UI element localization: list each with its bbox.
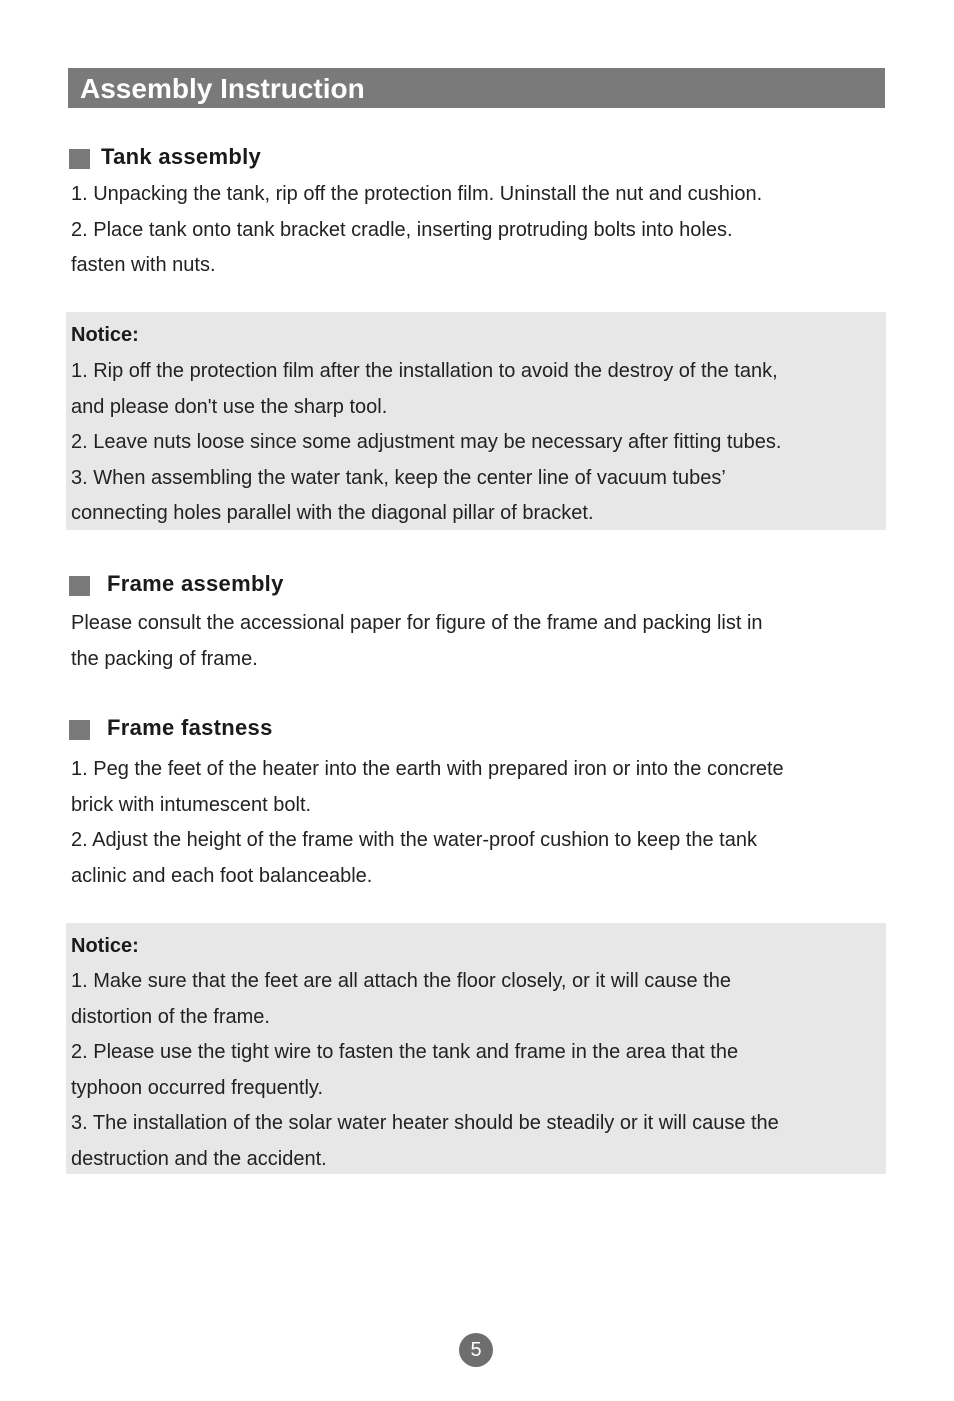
text-line: connecting holes parallel with the diagonal pillar of bracket. (71, 502, 594, 524)
text-line: aclinic and each foot balanceable. (71, 864, 373, 887)
frame-assembly-text (71, 606, 871, 677)
notice-label: Notice: (71, 935, 139, 957)
section-heading: Frame assembly (107, 571, 284, 596)
text-line: typhoon occurred frequently. (71, 1076, 324, 1099)
text-line: 1. Peg the feet of the heater into the earth with prepared iron or into the concrete (71, 758, 784, 780)
text-line: 1. Rip off the protection film after the installation to avoid the destroy of the tank, (71, 360, 778, 382)
text-line: fasten with nuts. (71, 254, 216, 276)
notice-text (71, 354, 871, 532)
text-line: Please consult the accessional paper for figure of the frame and packing list in (71, 612, 763, 634)
tank-assembly-text (71, 177, 871, 284)
text-line: distortion of the frame. (71, 1005, 270, 1028)
text-line: 2. Adjust the height of the frame with the water-proof cushion to keep the tank (71, 829, 757, 851)
frame-fastness-text (71, 752, 871, 894)
text-line: brick with intumescent bolt. (71, 793, 312, 816)
text-line: 2. Leave nuts loose since some adjustment may be necessary after fitting tubes. (71, 431, 782, 453)
section-heading: Tank assembly (101, 144, 262, 169)
text-line: and please don't use the sharp tool. (71, 395, 388, 418)
notice-label: Notice: (71, 324, 139, 346)
notice-box-tank (66, 312, 886, 530)
notice-text (71, 964, 871, 1177)
text-line: 3. The installation of the solar water heater should be steadily or it will cause the (71, 1112, 779, 1134)
text-line: 1. Unpacking the tank, rip off the protection film. Uninstall the nut and cushion. (71, 183, 763, 205)
section-marker-icon (69, 149, 90, 169)
text-line: destruction and the accident. (71, 1147, 327, 1170)
text-line: 1. Make sure that the feet are all attach the floor closely, or it will cause the (71, 970, 731, 992)
section-heading: Frame fastness (107, 715, 273, 740)
page-title: Assembly Instruction (68, 68, 885, 108)
page-number-badge: 5 (459, 1333, 493, 1367)
text-line: the packing of frame. (71, 647, 258, 670)
text-line: 2. Place tank onto tank bracket cradle, inserting protruding bolts into holes. (71, 218, 733, 241)
text-line: 3. When assembling the water tank, keep the center line of vacuum tubes’ (71, 466, 726, 489)
section-marker-icon (69, 720, 90, 740)
section-marker-icon (69, 576, 90, 596)
text-line: 2. Please use the tight wire to fasten the tank and frame in the area that the (71, 1041, 739, 1063)
notice-box-frame (66, 923, 886, 1174)
